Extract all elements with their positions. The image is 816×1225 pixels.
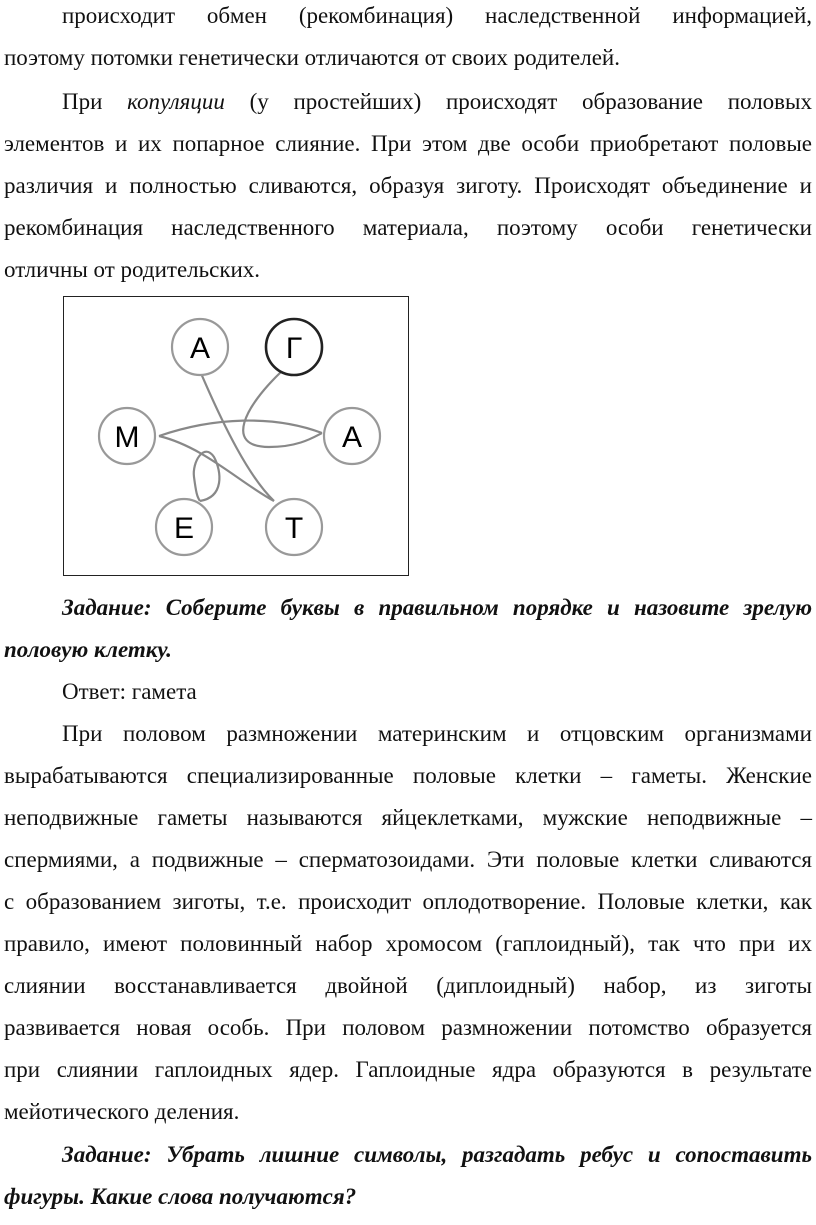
paragraph2-line-5: отличны от родительских.	[4, 257, 261, 282]
answer-line: Ответ: гамета	[62, 679, 197, 704]
paragraph2-line-1	[62, 87, 812, 117]
task1-line-2: половую клетку.	[4, 637, 172, 662]
puzzle-connectors	[159, 371, 322, 501]
node-t	[266, 499, 322, 555]
paragraph3-line-3: неподвижные гаметы называются яйцеклетками, мужские неподвижные –	[4, 805, 812, 830]
connector-m-to-a	[159, 421, 322, 436]
paragraph2-line-4: рекомбинация наследственного материала, поэтому особи генетически	[4, 215, 812, 240]
letter-a-top: А	[189, 332, 211, 365]
node-a-top	[172, 319, 228, 375]
paragraph3-line-6: правило, имеют половинный набор хромосом (гаплоидный), так что при их	[4, 931, 812, 956]
node-a-right	[324, 408, 380, 464]
node-m	[99, 408, 155, 464]
paragraph2-line-3: различия и полностью сливаются, образуя зиготу. Происходят объединение и	[4, 173, 812, 198]
letter-puzzle-figure	[63, 296, 409, 576]
connector-e-loop	[194, 452, 220, 501]
paragraph3-line-4: спермиями, а подвижные – сперматозоидами. Эти половые клетки сливаются	[4, 847, 812, 872]
letter-a-right: А	[341, 421, 363, 454]
letter-e: Е	[173, 512, 195, 545]
task1-line-1: Задание: Соберите буквы в правильном порядке и назовите зрелую	[62, 595, 812, 620]
task2-line-1: Задание: Убрать лишние символы, разгадать ребус и сопоставить	[62, 1142, 812, 1167]
paragraph3-line-5: с образованием зиготы, т.е. происходит оплодотворение. Половые клетки, как	[4, 889, 812, 914]
paragraph3-line-7: слиянии восстанавливается двойной (диплоидный) набор, из зиготы	[4, 973, 812, 998]
paragraph2-line1-rest: (у простейших) происходят образование половых	[249, 89, 812, 114]
node-e	[156, 499, 212, 555]
connector-g-to-a	[243, 371, 322, 447]
letter-m: М	[114, 421, 140, 454]
paragraph3-line-10: мейотического деления.	[4, 1099, 240, 1124]
paragraph3-line-8: развивается новая особь. При половом размножении потомство образуется	[4, 1015, 812, 1040]
node-g	[266, 319, 322, 375]
letter-t: Т	[284, 512, 304, 545]
paragraph2-lead: При	[62, 89, 103, 114]
letter-g: Г	[285, 332, 303, 365]
paragraph1-line-2: поэтому потомки генетически отличаются от своих родителей.	[4, 45, 620, 70]
paragraph2-line-2: элементов и их попарное слияние. При этом две особи приобретают половые	[4, 131, 812, 156]
paragraph3-line-1: При половом размножении материнским и отцовским организмами	[62, 721, 812, 746]
paragraph3-line-9: при слиянии гаплоидных ядер. Гаплоидные ядра образуются в результате	[4, 1057, 812, 1082]
task2-line-2: фигуры. Какие слова получаются?	[4, 1184, 357, 1209]
paragraph1-line-1: происходит обмен (рекомбинация) наследственной информацией,	[62, 3, 812, 28]
letter-puzzle-diagram	[64, 297, 410, 577]
paragraph3-line-2: вырабатываются специализированные половые клетки – гаметы. Женские	[4, 763, 812, 788]
term-kopulyatsii: копуляции	[127, 89, 225, 114]
